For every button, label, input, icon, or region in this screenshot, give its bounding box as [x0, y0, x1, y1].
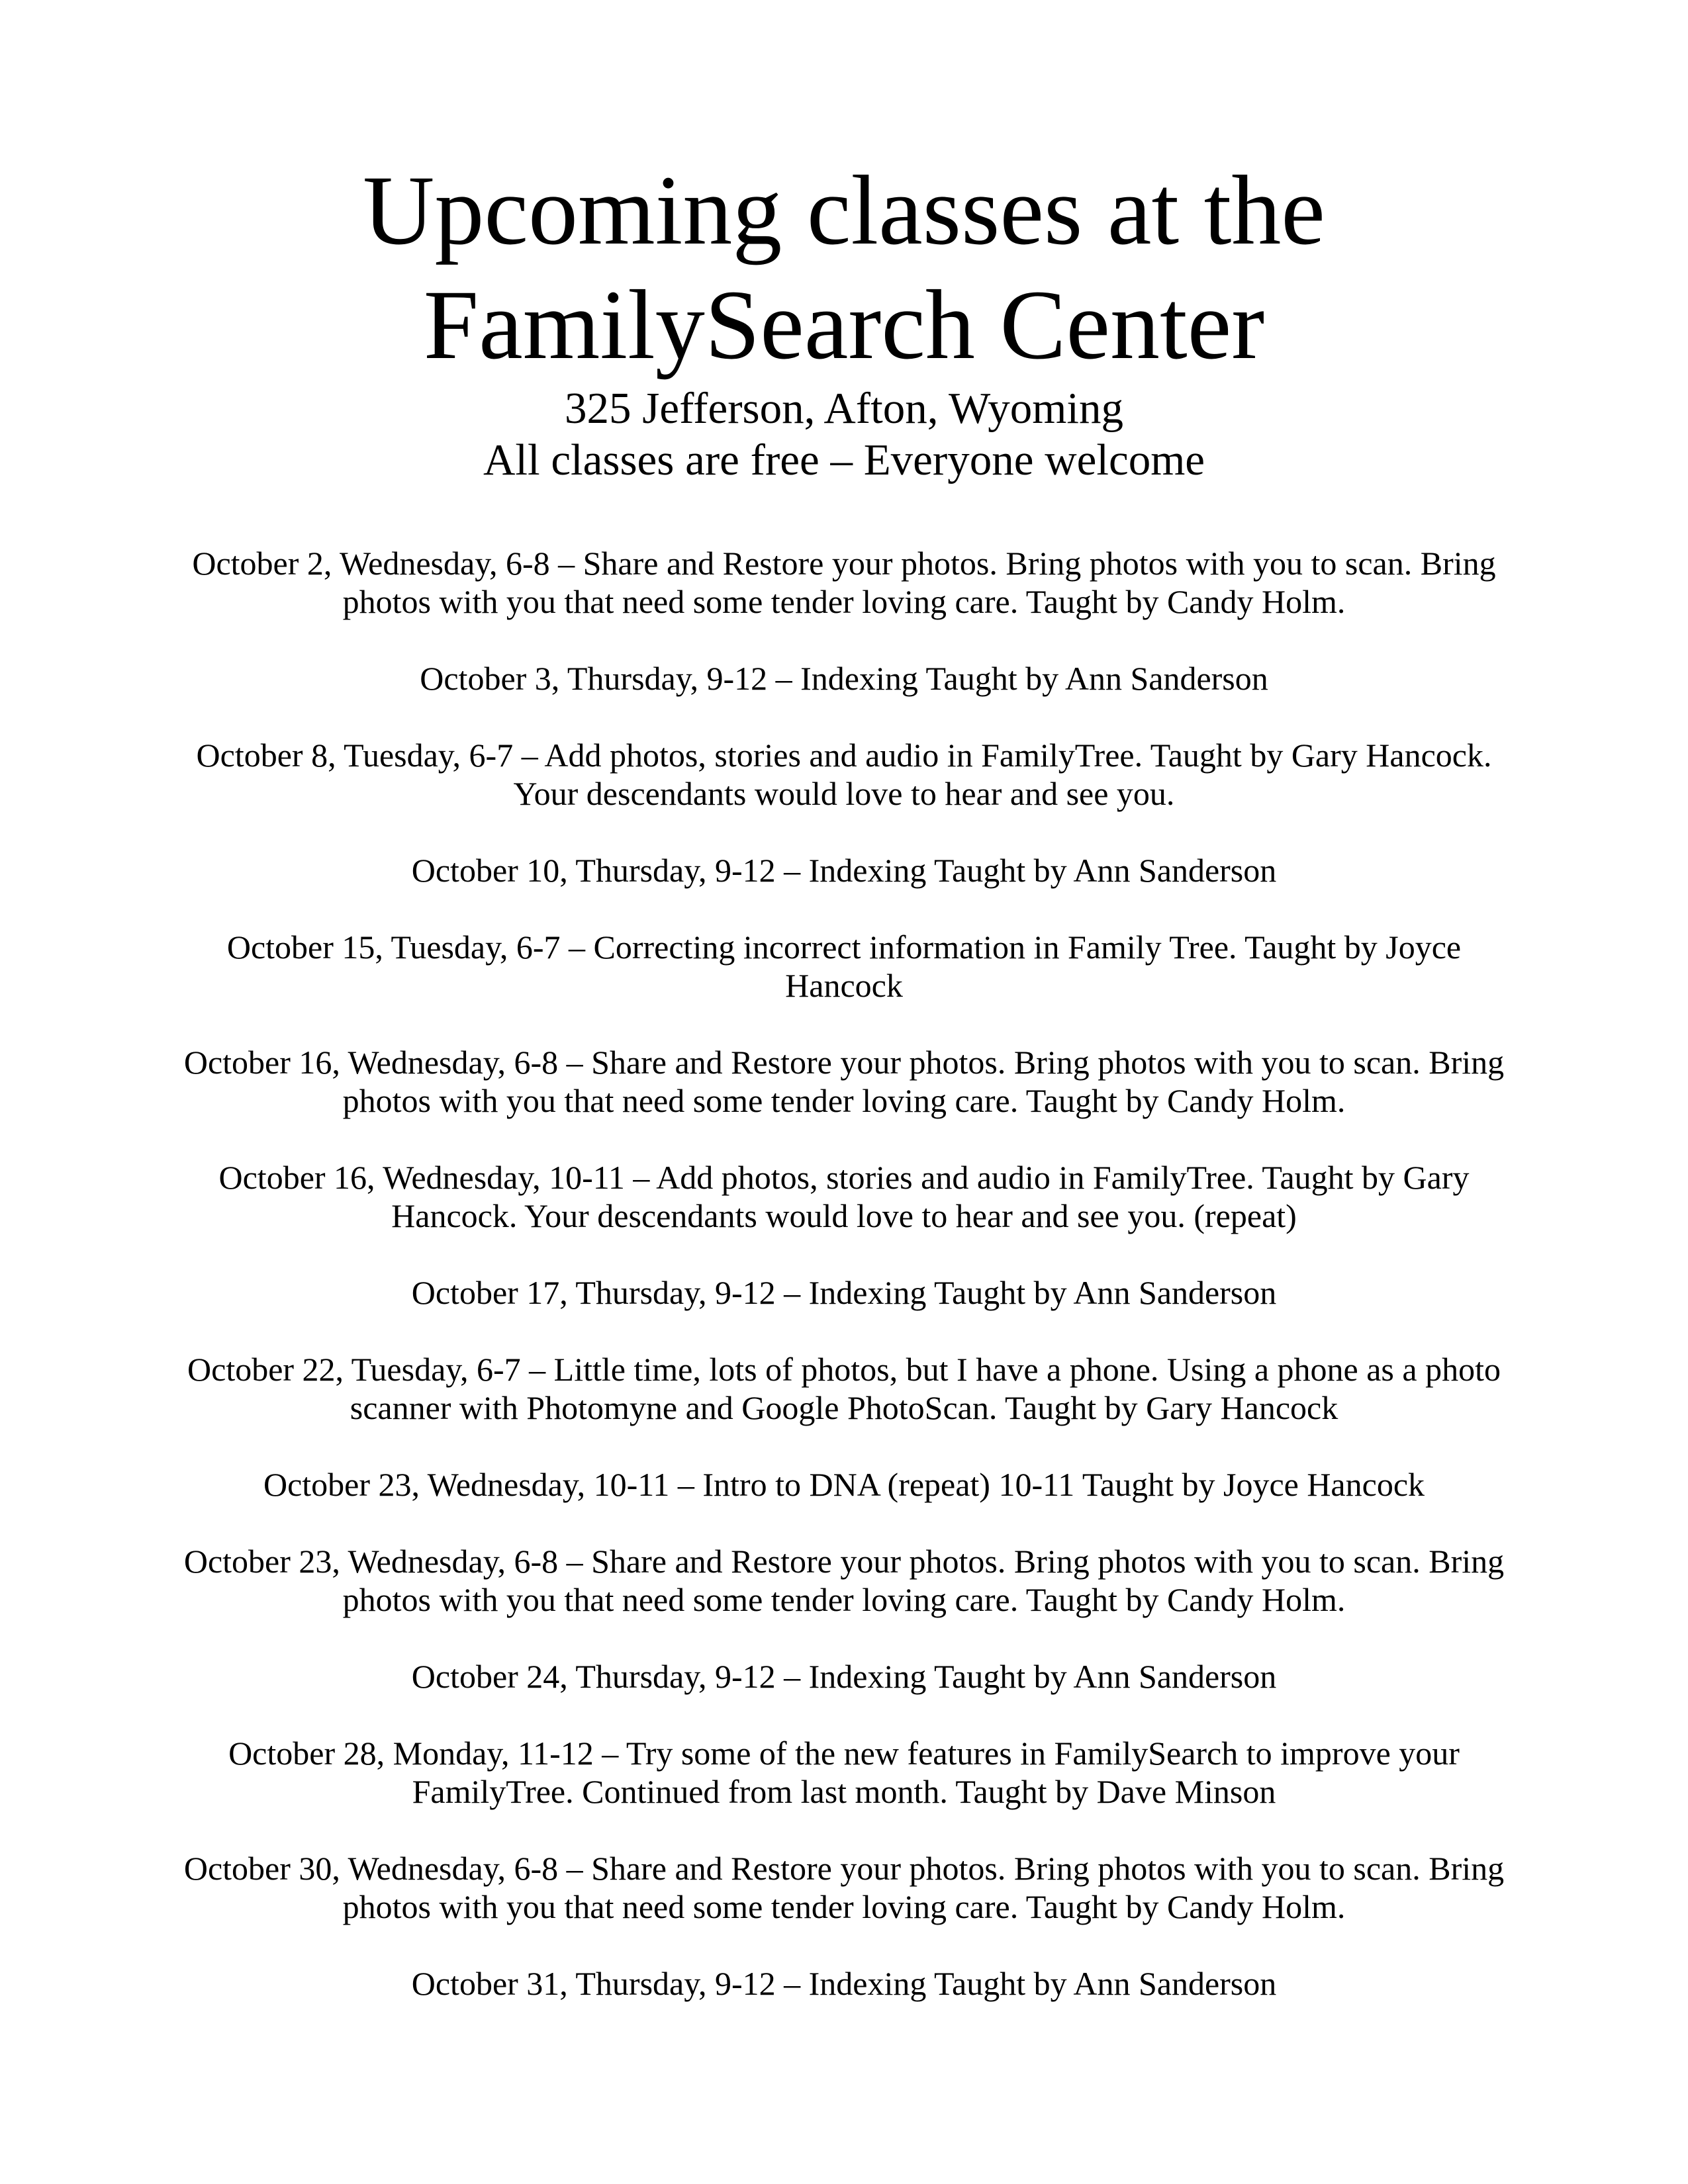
class-list	[179, 544, 1509, 2003]
class-entry: October 28, Monday, 11-12 – Try some of the new features in FamilySearch to improve your FamilyTree. Continued from last month. Taught by Dave Minson	[228, 1735, 1460, 1810]
class-entry: October 16, Wednesday, 10-11 – Add photos, stories and audio in FamilyTree. Taught by Gary Hancock. Your descendants would love to hear and see you. (repeat)	[218, 1159, 1470, 1234]
class-entry: October 23, Wednesday, 10-11 – Intro to DNA (repeat) 10-11 Taught by Joyce Hancock	[263, 1466, 1425, 1503]
address: 325 Jefferson, Afton, Wyoming	[565, 384, 1123, 433]
class-entry: October 31, Thursday, 9-12 – Indexing Taught by Ann Sanderson	[411, 1965, 1277, 2002]
class-entry: October 17, Thursday, 9-12 – Indexing Taught by Ann Sanderson	[411, 1274, 1277, 1311]
class-entry: October 10, Thursday, 9-12 – Indexing Taught by Ann Sanderson	[411, 852, 1277, 889]
class-entry: October 3, Thursday, 9-12 – Indexing Taught by Ann Sanderson	[420, 660, 1268, 697]
class-entry: October 23, Wednesday, 6-8 – Share and Restore your photos. Bring photos with you to scan. Bring photos with you that need some tender loving care. Taught by Candy Holm.	[183, 1543, 1505, 1618]
class-entry: October 30, Wednesday, 6-8 – Share and Restore your photos. Bring photos with you to scan. Bring photos with you that need some tender loving care. Taught by Candy Holm.	[183, 1850, 1505, 1925]
class-entry: October 15, Tuesday, 6-7 – Correcting incorrect information in Family Tree. Taught by Joyce Hancock	[226, 929, 1462, 1004]
title-line-2: FamilySearch Center	[423, 270, 1265, 380]
class-entry: October 16, Wednesday, 6-8 – Share and Restore your photos. Bring photos with you to scan. Bring photos with you that need some tender loving care. Taught by Candy Holm.	[183, 1044, 1505, 1119]
class-entry: October 24, Thursday, 9-12 – Indexing Taught by Ann Sanderson	[411, 1658, 1277, 1695]
page-title	[179, 154, 1509, 383]
tagline: All classes are free – Everyone welcome	[483, 435, 1205, 484]
class-entry: October 2, Wednesday, 6-8 – Share and Restore your photos. Bring photos with you to scan. Bring photos with you that need some tender loving care. Taught by Candy Holm.	[192, 545, 1496, 620]
title-line-1: Upcoming classes at the	[363, 156, 1325, 265]
class-entry: October 8, Tuesday, 6-7 – Add photos, stories and audio in FamilyTree. Taught by Gary Hancock. Your descendants would love to hear and see you.	[196, 737, 1492, 812]
class-entry: October 22, Tuesday, 6-7 – Little time, lots of photos, but I have a phone. Using a phone as a photo scanner with Photomyne and Google PhotoScan. Taught by Gary Hancock	[187, 1351, 1501, 1426]
